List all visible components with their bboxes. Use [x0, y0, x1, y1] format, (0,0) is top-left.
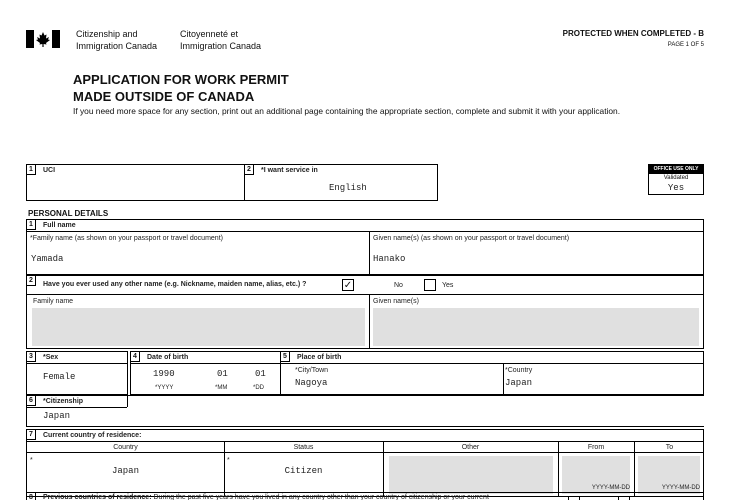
residence-country-field[interactable]: Japan — [111, 466, 139, 476]
previous-residence-no-checkbox[interactable] — [568, 496, 580, 500]
service-label: *I want service in — [261, 167, 318, 174]
birth-country-label: *Country — [505, 367, 533, 374]
previous-residence-yes-checkbox[interactable] — [618, 496, 630, 500]
dob-number: 4 — [131, 352, 140, 362]
family-name-field[interactable]: Yamada — [31, 254, 64, 264]
full-name-number: 1 — [27, 220, 36, 230]
country-required-marker: * — [30, 457, 33, 464]
residence-number: 7 — [27, 430, 36, 440]
given-name-label: Given name(s) (as shown on your passport or travel document) — [373, 235, 570, 242]
other-names-section — [26, 275, 704, 349]
col-status-header: Status — [293, 444, 314, 451]
yes-label: Yes — [442, 282, 454, 289]
citizenship-field[interactable]: Japan — [43, 411, 71, 421]
col-from-header: From — [587, 444, 605, 451]
other-family-name-label: Family name — [33, 298, 74, 305]
other-names-number: 2 — [27, 276, 36, 286]
given-name-field[interactable]: Hanako — [373, 254, 406, 264]
protected-notice: PROTECTED WHEN COMPLETED - B — [562, 29, 704, 38]
col-other-header: Other — [461, 444, 480, 451]
family-name-label: *Family name (as shown on your passport or travel document) — [30, 235, 223, 242]
no-label: No — [394, 282, 403, 289]
previous-residence-question — [43, 494, 489, 500]
uci-number: 1 — [27, 165, 36, 175]
previous-residence-section — [26, 492, 704, 500]
other-names-no-checkbox[interactable]: ✓ — [343, 280, 353, 291]
sex-number: 3 — [27, 352, 36, 362]
residence-status-field[interactable]: Citizen — [284, 466, 323, 476]
form-title-line2: MADE OUTSIDE OF CANADA — [73, 89, 255, 104]
dob-day-hint: *DD — [253, 385, 265, 391]
service-value: English — [329, 183, 367, 193]
pob-label: Place of birth — [297, 354, 342, 361]
validated-value: Yes — [667, 183, 685, 193]
sex-label: *Sex — [43, 354, 59, 361]
from-date-hint: YYYY-MM-DD — [591, 485, 630, 491]
other-names-question: Have you ever used any other name (e.g. Nickname, maiden name, alias, etc.) ? — [43, 281, 307, 288]
form-title-line1: APPLICATION FOR WORK PERMIT — [73, 72, 289, 87]
previous-residence-text: During the past five years have you lived in any country other than your country of citizenship or your current — [151, 494, 489, 500]
city-label: *City/Town — [295, 367, 329, 374]
department-name-en-line1: Citizenship and — [76, 29, 138, 39]
previous-residence-label: Previous countries of residence: — [43, 494, 152, 500]
sex-field[interactable]: Female — [43, 372, 76, 382]
dob-year-field[interactable]: 1990 — [153, 369, 175, 379]
previous-residence-number: 8 — [27, 493, 36, 500]
citizenship-number: 6 — [27, 396, 36, 406]
other-family-name-field[interactable] — [32, 308, 365, 346]
residence-other-field[interactable] — [389, 456, 553, 494]
col-to-header: To — [665, 444, 674, 451]
full-name-label: Full name — [43, 222, 76, 229]
service-language-field[interactable] — [244, 164, 438, 201]
personal-details-heading: PERSONAL DETAILS — [28, 209, 109, 218]
dob-month-field[interactable]: 01 — [217, 369, 228, 379]
office-use-only-box — [648, 164, 704, 195]
citizenship-section — [26, 395, 704, 427]
department-name-fr-line2: Immigration Canada — [180, 41, 262, 51]
residence-section — [26, 429, 704, 497]
validated-label: Validated — [663, 175, 689, 181]
other-given-name-field[interactable] — [373, 308, 699, 346]
other-names-yes-checkbox[interactable] — [424, 279, 436, 291]
page-indicator: PAGE 1 OF 5 — [667, 42, 704, 48]
dob-month-hint: *MM — [215, 385, 228, 391]
office-use-label: OFFICE USE ONLY — [649, 165, 703, 174]
birth-country-field[interactable]: Japan — [505, 378, 533, 388]
citizenship-label: *Citizenship — [43, 398, 84, 405]
full-name-section — [26, 219, 704, 275]
department-name-fr-line1: Citoyenneté et — [180, 29, 239, 39]
dob-label: Date of birth — [147, 354, 189, 361]
service-number: 2 — [245, 165, 254, 175]
residence-label: Current country of residence: — [43, 432, 142, 439]
place-of-birth-section — [280, 351, 704, 395]
dob-day-field[interactable]: 01 — [255, 369, 266, 379]
to-date-hint: YYYY-MM-DD — [661, 485, 700, 491]
other-given-name-label: Given name(s) — [373, 298, 419, 305]
status-required-marker: * — [227, 457, 230, 464]
uci-field[interactable] — [26, 164, 245, 201]
col-country-header: Country — [113, 444, 138, 451]
sex-section — [26, 351, 128, 395]
department-name-en-line2: Immigration Canada — [76, 41, 158, 51]
uci-label: UCI — [43, 167, 56, 174]
dob-year-hint: *YYYY — [155, 385, 174, 391]
date-of-birth-section — [130, 351, 280, 395]
instructions-text: If you need more space for any section, print out an additional page containing the appropriate section, complete and submit it with your application. — [73, 106, 621, 116]
canada-flag-logo — [26, 30, 60, 48]
pob-number: 5 — [281, 352, 290, 362]
city-field[interactable]: Nagoya — [295, 378, 328, 388]
